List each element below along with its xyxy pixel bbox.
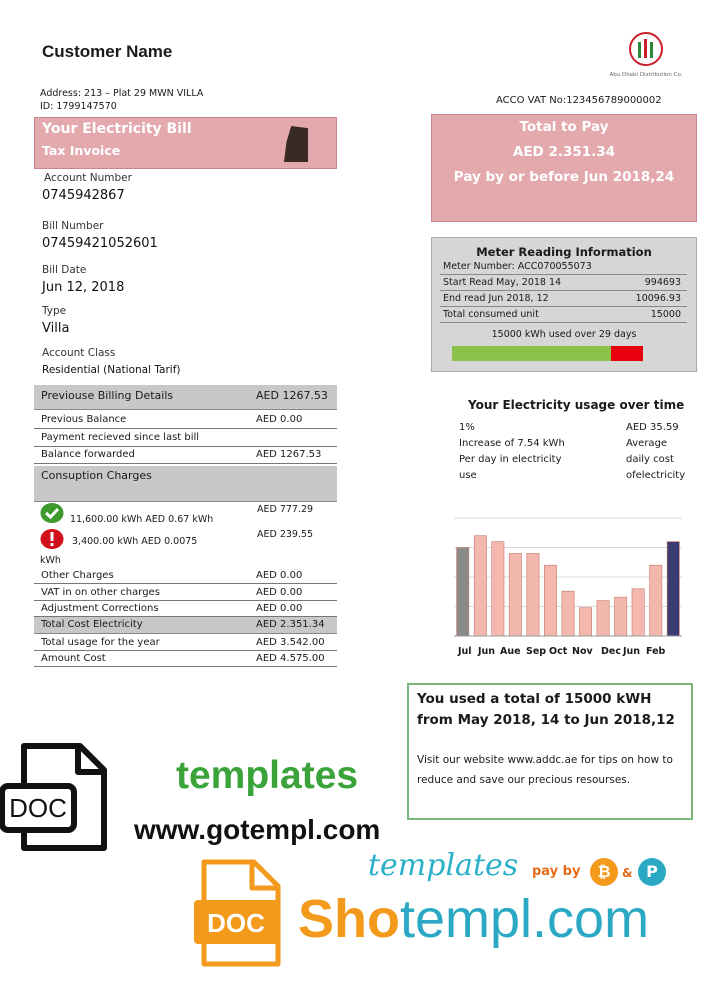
row-label: Other Charges (41, 570, 114, 581)
watermark-script: templates (368, 848, 519, 883)
chart-bar (650, 565, 662, 636)
meter-reading-panel (431, 237, 697, 372)
total-to-pay-title: Total to Pay (519, 119, 609, 135)
usage-summary-headline: You used a total of 15000 kWH from May 2018, 14 to Jun 2018,12 (417, 691, 675, 728)
consumption-line-2-value: AED 239.55 (257, 529, 314, 540)
row-value: AED 0.00 (256, 587, 303, 598)
previous-billing-header (34, 385, 337, 410)
row-value: AED 0.00 (256, 570, 303, 581)
row-label: Payment recieved since last bill (41, 432, 200, 443)
watermark-shotempl (298, 886, 649, 952)
row-value: AED 0.00 (256, 603, 303, 614)
chart-bar (632, 589, 644, 636)
chart-bar (474, 536, 486, 636)
row-value: AED 1267.53 (256, 449, 322, 460)
usage-right-line: daily cost (626, 454, 674, 465)
consumption-header-label: Consuption Charges (41, 469, 152, 482)
meter-row-label: Total consumed unit (443, 309, 539, 320)
bill-date-value: Jun 12, 2018 (42, 280, 125, 295)
customer-name: Customer Name (42, 42, 173, 61)
table-row (34, 635, 337, 651)
usage-summary-box (407, 683, 693, 820)
watermark-templ: templ.com (400, 889, 650, 949)
chart-bar (597, 601, 609, 636)
x-tick-label: Nov (572, 646, 593, 657)
vat-number: ACCO VAT No:123456789000002 (496, 95, 662, 106)
doc-icon-text: DOC (9, 793, 67, 823)
bill-number-value: 07459421052601 (42, 236, 158, 251)
x-tick-label: Jun (623, 646, 641, 657)
usage-progress-green (452, 346, 611, 361)
usage-right-line: AED 35.59 (626, 422, 679, 433)
usage-right-line: ofelectricity (626, 470, 686, 481)
alert-icon (40, 528, 64, 550)
usage-left-line: Increase of 7.54 kWh (459, 438, 565, 449)
row-value: AED 3.542.00 (256, 637, 325, 648)
chart-bar (544, 565, 556, 636)
meter-row-value: 15000 (650, 309, 681, 320)
pay-by-label: pay by (532, 864, 581, 879)
row-label: Balance forwarded (41, 449, 135, 460)
row-value: AED 4.575.00 (256, 653, 325, 664)
usage-left-line: Per day in electricity (459, 454, 562, 465)
meter-row (440, 308, 687, 323)
usage-bar-chart (452, 512, 686, 644)
account-number-label: Account Number (44, 172, 132, 184)
account-class-value: Residential (National Tarif) (42, 364, 181, 376)
x-tick-label: Oct (549, 646, 568, 657)
table-row (34, 430, 337, 447)
customer-address: Address: 213 – Plat 29 MWN VILLA (40, 88, 204, 99)
amp-label: & (622, 866, 633, 880)
customer-id: ID: 1799147570 (40, 101, 117, 112)
chart-bar (615, 597, 627, 636)
x-tick-label: Jul (458, 646, 472, 657)
x-tick-label: Jun (478, 646, 496, 657)
previous-billing-value: AED 1267.53 (256, 389, 328, 402)
bill-title: Your Electricity Bill (42, 121, 192, 137)
chart-bar (562, 591, 574, 636)
usage-right-line: Average (626, 438, 668, 449)
bill-thumbnail-image (284, 126, 308, 162)
chart-bar (527, 553, 539, 636)
usage-left-line: use (459, 470, 477, 481)
usage-summary-text: Visit our website www.addc.ae for tips on how to reduce and save our precious resourses. (417, 754, 673, 786)
account-class-label: Account Class (42, 347, 116, 359)
chart-bar (579, 608, 591, 636)
meter-row (440, 276, 687, 291)
chart-bar (667, 542, 679, 636)
total-to-pay-due: Pay by or before Jun 2018,24 (453, 169, 675, 185)
total-to-pay-box (431, 114, 697, 222)
chart-bar (457, 548, 469, 637)
meter-row-label: End read Jun 2018, 12 (443, 293, 549, 304)
row-label: Adjustment Corrections (41, 603, 159, 614)
consumption-line-1-text: 11,600.00 kWh AED 0.67 kWh (70, 514, 214, 525)
x-tick-label: Feb (646, 646, 666, 657)
payeer-icon: P (638, 858, 666, 886)
x-tick-label: Aue (500, 646, 521, 657)
consumption-line-2-text: 3,400.00 kWh AED 0.0075 (72, 536, 198, 547)
consumption-header (34, 466, 337, 502)
meter-used-text: 15000 kWh used over 29 days (491, 329, 637, 340)
table-row (34, 585, 337, 601)
meter-row-label: Start Read May, 2018 14 (443, 277, 562, 288)
bill-number-label: Bill Number (42, 220, 104, 232)
row-label: Total usage for the year (41, 637, 160, 648)
x-tick-label: Sep (526, 646, 547, 657)
table-row (34, 412, 337, 429)
meter-row-value: 994693 (644, 277, 681, 288)
consumption-line-2-unit: kWh (40, 555, 61, 566)
type-label: Type (42, 305, 67, 317)
table-row (34, 651, 337, 667)
company-logo (608, 30, 684, 79)
total-to-pay-amount: AED 2.351.34 (512, 144, 616, 160)
row-label: VAT in on other charges (41, 587, 160, 598)
total-cost-label: Total Cost Electricity (41, 619, 143, 630)
bill-subtitle: Tax Invoice (42, 143, 121, 158)
x-tick-label: Dec (601, 646, 621, 657)
meter-row (440, 292, 687, 307)
usage-left-stats (459, 420, 565, 484)
consumption-line-1-value: AED 777.29 (257, 504, 314, 515)
doc-file-orange-icon (192, 858, 282, 968)
total-cost-row (34, 617, 337, 634)
usage-progress-red (611, 346, 643, 361)
table-row (34, 447, 337, 464)
row-value: AED 0.00 (256, 414, 303, 425)
check-icon (40, 502, 64, 524)
total-cost-value: AED 2.351.34 (256, 619, 325, 630)
type-value: Villa (42, 321, 70, 336)
logo-emblem-icon (626, 30, 666, 68)
meter-title: Meter Reading Information (476, 245, 652, 259)
bill-header (34, 117, 337, 169)
usage-title: Your Electricity usage over time (468, 398, 685, 412)
bitcoin-icon: ₿ (590, 858, 618, 886)
row-label: Amount Cost (41, 653, 106, 664)
bill-date-label: Bill Date (42, 264, 87, 276)
row-label: Previous Balance (41, 414, 127, 425)
watermark-templates: templates (176, 754, 359, 797)
account-number-value: 0745942867 (42, 188, 125, 203)
doc-icon-text: DOC (207, 908, 265, 938)
table-row (34, 568, 337, 584)
logo-caption: Abu Dhabi Distribution Co. (609, 72, 683, 78)
watermark-url: www.gotempl.com (134, 814, 381, 845)
previous-billing-label: Previouse Billing Details (41, 389, 174, 402)
usage-left-line: 1% (459, 422, 475, 433)
meter-row-value: 10096.93 (635, 293, 681, 304)
meter-number: Meter Number: ACC070055073 (440, 260, 687, 275)
doc-file-icon (0, 742, 108, 852)
chart-bar (492, 542, 504, 636)
usage-right-stats (626, 420, 685, 484)
table-row (34, 601, 337, 617)
watermark-sho: Sho (298, 889, 400, 949)
chart-bar (509, 553, 521, 636)
customer-address-block (40, 87, 203, 113)
